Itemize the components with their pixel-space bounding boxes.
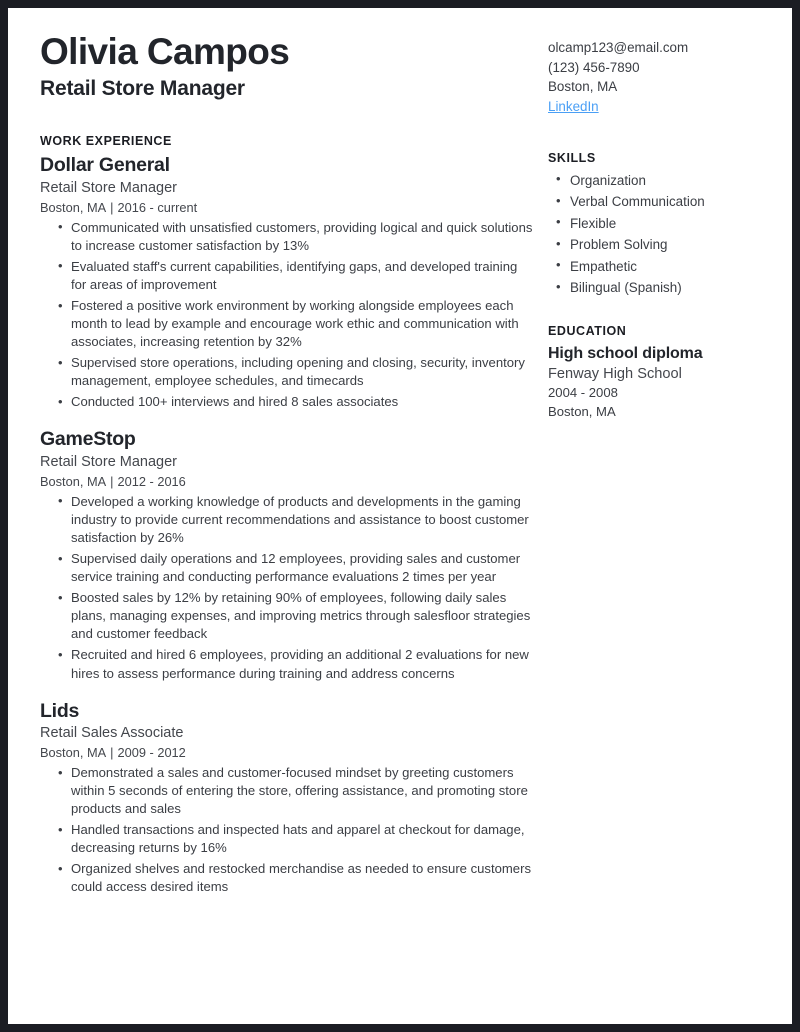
contact-location: Boston, MA (548, 79, 618, 95)
skill-item: • Bilingual (Spanish) (548, 278, 792, 297)
work-experience-section (40, 134, 534, 896)
job-bullet: • Developed a working knowledge of products and developments in the gaming industry to provide current recommendations and assistance to boost customer satisfaction by 26% (40, 493, 534, 547)
resume-side-column (548, 32, 792, 421)
job-meta-separator: | (110, 473, 114, 489)
resume-sheet (8, 8, 792, 1024)
job-location: Boston, MA (40, 199, 107, 215)
education-degree: High school diploma (548, 344, 703, 362)
job-company: GameStop (40, 428, 136, 451)
job-meta-separator: | (110, 199, 114, 215)
job-meta (40, 744, 534, 761)
job-location: Boston, MA (40, 744, 107, 760)
work-experience-list (40, 154, 534, 896)
job-bullet: • Evaluated staff's current capabilities, identifying gaps, and developed training for areas of improvement (40, 258, 534, 294)
job-dates: 2016 - current (117, 199, 198, 215)
contact-linkedin-line (548, 97, 792, 117)
job-location: Boston, MA (40, 473, 107, 489)
job-entry (40, 700, 534, 897)
education-school: Fenway High School (548, 365, 682, 382)
job-title: Retail Store Manager (40, 179, 178, 196)
job-meta (40, 473, 534, 490)
contact-phone[interactable]: (123) 456-7890 (548, 59, 640, 75)
job-bullet: • Fostered a positive work environment by working alongside employees each month to lead by example and encourage work ethic and communication with associates, increasing retention by 32% (40, 297, 534, 351)
job-company: Dollar General (40, 154, 170, 177)
job-bullet: • Supervised daily operations and 12 employees, providing sales and customer service training and conducting performance evaluations 2 times per year (40, 550, 534, 586)
job-dates: 2009 - 2012 (117, 744, 186, 760)
job-bullet: • Boosted sales by 12% by retaining 90% of employees, following daily sales plans, managing expenses, and improving metrics through salesfloor strategies and customer feedback (40, 589, 534, 643)
job-bullet: • Supervised store operations, including opening and closing, security, inventory management, employee schedules, and timecards (40, 354, 534, 390)
job-bullet: • Conducted 100+ interviews and hired 8 sales associates (40, 393, 534, 411)
job-meta (40, 199, 534, 216)
job-bullet: • Demonstrated a sales and customer-focused mindset by greeting customers within 5 seconds of entering the store, offering assistance, and promoting store products and sales (40, 764, 534, 818)
education-section (548, 324, 792, 421)
linkedin-link[interactable]: LinkedIn (548, 99, 599, 115)
job-title: Retail Sales Associate (40, 725, 184, 741)
contact-block (548, 38, 792, 117)
candidate-headline: Retail Store Manager (40, 77, 245, 101)
resume-page (8, 8, 792, 1024)
skills-list (548, 171, 792, 298)
skills-section (548, 151, 792, 298)
education-location: Boston, MA (548, 403, 616, 419)
job-title: Retail Store Manager (40, 453, 178, 470)
job-bullet: • Organized shelves and restocked merchandise as needed to ensure customers could access desired items (40, 860, 534, 896)
skill-item: • Problem Solving (548, 235, 792, 254)
job-entry (40, 154, 534, 411)
work-experience-heading: WORK EXPERIENCE (40, 134, 172, 149)
education-dates: 2004 - 2008 (548, 385, 618, 401)
job-bullet-list (40, 764, 534, 896)
education-heading: EDUCATION (548, 323, 627, 338)
skills-heading: SKILLS (548, 150, 596, 165)
job-bullet: • Handled transactions and inspected hats and apparel at checkout for damage, decreasing returns by 16% (40, 821, 534, 857)
job-bullet: • Recruited and hired 6 employees, providing an additional 2 evaluations for new hires to assess performance during training and address concerns (40, 646, 534, 682)
candidate-name: Olivia Campos (40, 31, 290, 72)
job-bullet: • Communicated with unsatisfied customers, providing logical and quick solutions to increase customer satisfaction by 13% (40, 219, 534, 255)
job-meta-separator: | (110, 744, 114, 760)
contact-email[interactable]: olcamp123@email.com (548, 40, 689, 55)
job-bullet-list (40, 219, 534, 412)
job-bullet-list (40, 493, 534, 683)
job-company: Lids (40, 699, 80, 722)
job-dates: 2012 - 2016 (117, 473, 186, 489)
skill-item: • Verbal Communication (548, 192, 792, 211)
skill-item: • Empathetic (548, 257, 792, 276)
skill-item: • Organization (548, 171, 792, 190)
job-entry (40, 428, 534, 682)
skill-item: • Flexible (548, 214, 792, 233)
resume-main-column (40, 32, 548, 900)
